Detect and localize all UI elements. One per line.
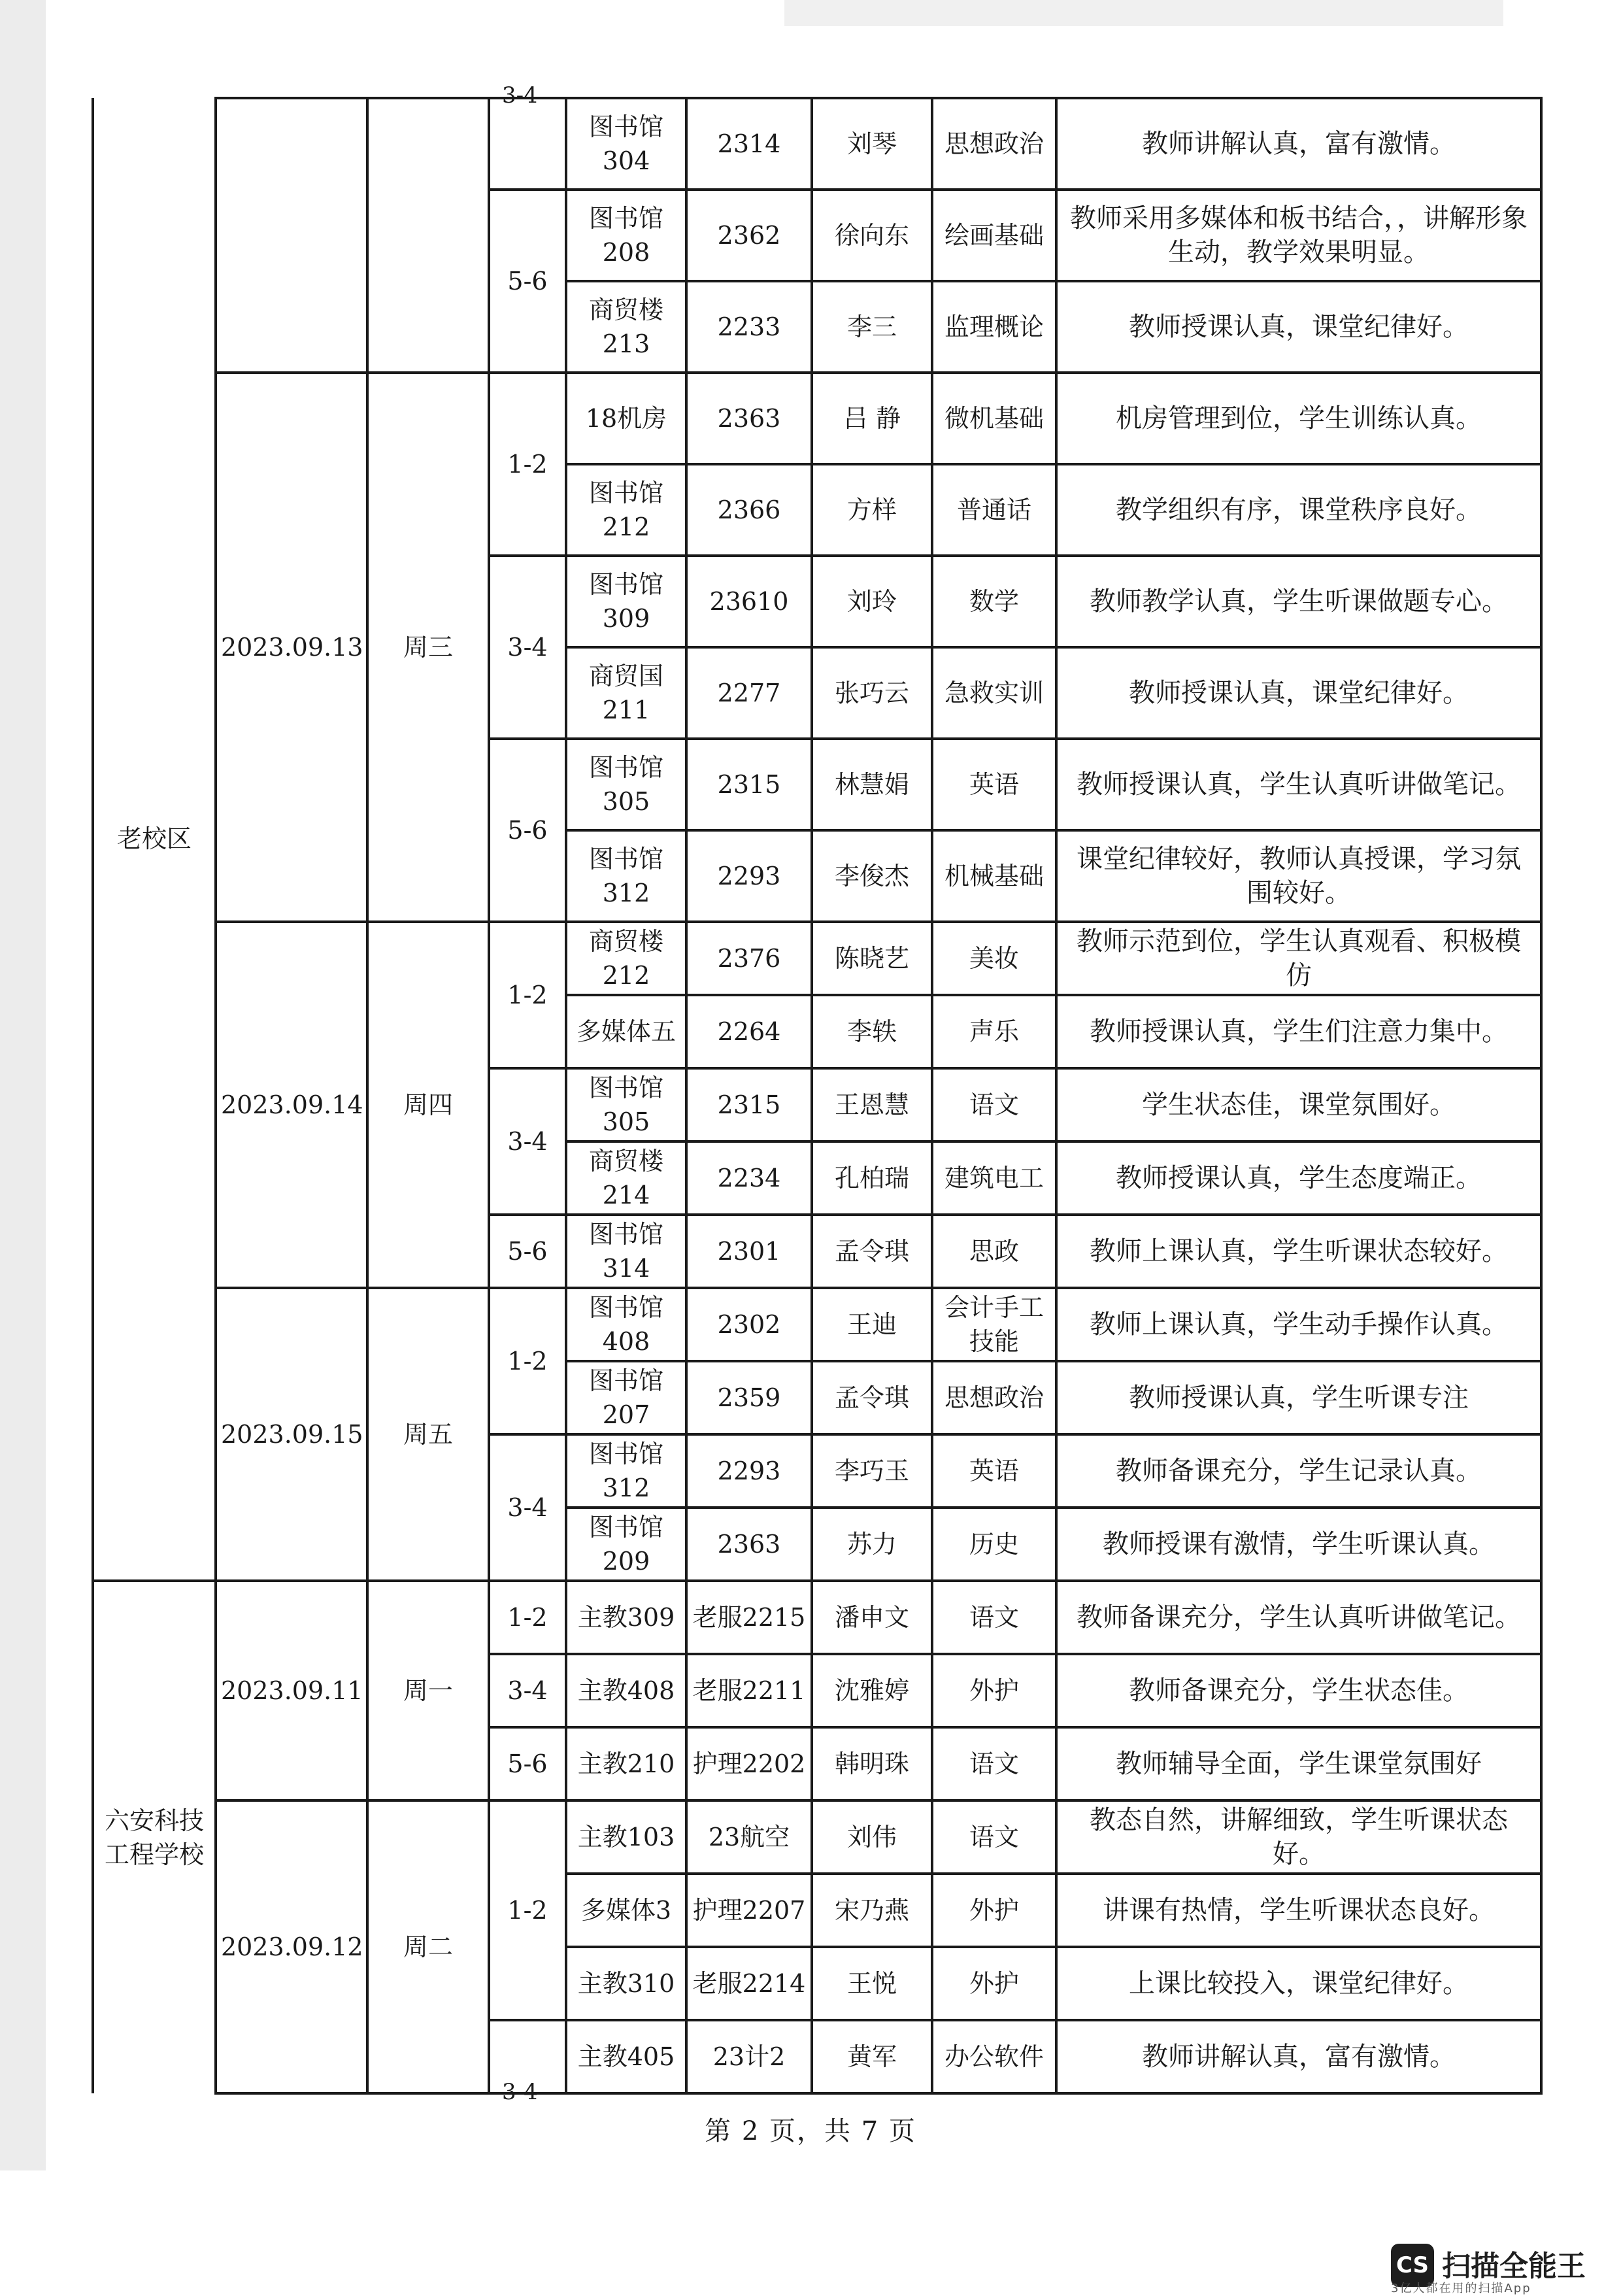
subject-cell: 监理概论	[932, 281, 1056, 373]
room-cell: 主教309	[566, 1581, 686, 1654]
class-cell: 2264	[686, 995, 812, 1068]
period-cell: 1-2	[489, 1581, 566, 1654]
class-cell: 2359	[686, 1361, 812, 1434]
teacher-cell: 李俊杰	[812, 830, 932, 922]
teacher-cell: 刘伟	[812, 1800, 932, 1874]
class-cell: 2363	[686, 373, 812, 464]
note-cell: 教师辅导全面，学生课堂氛围好	[1056, 1727, 1541, 1800]
period-cell: 3-4	[489, 556, 566, 739]
subject-cell: 外护	[932, 1947, 1056, 2020]
day-cell	[367, 98, 489, 373]
period-cell: 3-4	[489, 1068, 566, 1215]
class-cell: 2301	[686, 1215, 812, 1288]
teacher-cell: 宋乃燕	[812, 1874, 932, 1947]
note-cell: 教师授课认真，课堂纪律好。	[1056, 281, 1541, 373]
class-cell: 2366	[686, 464, 812, 556]
teacher-cell: 张巧云	[812, 647, 932, 739]
period-cell: 1-2	[489, 1800, 566, 2020]
room-cell: 主教408	[566, 1654, 686, 1727]
day-cell: 周一	[367, 1581, 489, 1800]
subject-cell: 外护	[932, 1874, 1056, 1947]
subject-cell: 语文	[932, 1800, 1056, 1874]
subject-cell: 英语	[932, 1434, 1056, 1508]
room-cell: 主教310	[566, 1947, 686, 2020]
subject-cell: 办公软件	[932, 2020, 1056, 2093]
note-cell: 教学组织有序，课堂秩序良好。	[1056, 464, 1541, 556]
note-cell: 教师授课认真，学生听课专注	[1056, 1361, 1541, 1434]
room-cell: 多媒体3	[566, 1874, 686, 1947]
teacher-cell: 苏力	[812, 1508, 932, 1581]
room-cell: 图书馆312	[566, 1434, 686, 1508]
scanner-logo-icon: CS	[1391, 2244, 1434, 2287]
date-cell: 2023.09.12	[216, 1800, 367, 2093]
room-cell: 商贸楼214	[566, 1141, 686, 1215]
period-cell: 1-2	[489, 922, 566, 1068]
page-number: 第 2 页，共 7 页	[705, 2116, 916, 2146]
period-cell: 1-2	[489, 1288, 566, 1434]
subject-cell: 英语	[932, 739, 1056, 830]
scan-margin-bottom	[0, 2170, 1621, 2294]
teacher-cell: 王恩慧	[812, 1068, 932, 1141]
room-cell: 商贸楼213	[566, 281, 686, 373]
room-cell: 多媒体五	[566, 995, 686, 1068]
subject-cell: 急救实训	[932, 647, 1056, 739]
room-cell: 主教103	[566, 1800, 686, 1874]
note-cell: 教师授课认真，课堂纪律好。	[1056, 647, 1541, 739]
teacher-cell: 吕 静	[812, 373, 932, 464]
subject-cell: 思政	[932, 1215, 1056, 1288]
period-cell	[489, 98, 566, 190]
note-cell: 教师讲解认真，富有激情。	[1056, 98, 1541, 190]
date-cell	[216, 98, 367, 373]
note-cell: 教师示范到位，学生认真观看、积极模仿	[1056, 922, 1541, 995]
room-cell: 主教210	[566, 1727, 686, 1800]
period-cell: 3-4	[489, 1434, 566, 1581]
teacher-cell: 陈晓艺	[812, 922, 932, 995]
day-cell: 周二	[367, 1800, 489, 2093]
scan-edge	[0, 0, 46, 2170]
subject-cell: 声乐	[932, 995, 1056, 1068]
class-cell: 2234	[686, 1141, 812, 1215]
period-cell: 5-6	[489, 739, 566, 922]
subject-cell: 微机基础	[932, 373, 1056, 464]
class-cell: 护理2202	[686, 1727, 812, 1800]
teacher-cell: 孟令琪	[812, 1215, 932, 1288]
room-cell: 图书馆207	[566, 1361, 686, 1434]
subject-cell: 语文	[932, 1581, 1056, 1654]
note-cell: 教师备课充分，学生记录认真。	[1056, 1434, 1541, 1508]
class-cell: 2315	[686, 739, 812, 830]
class-cell: 2293	[686, 830, 812, 922]
class-cell: 23航空	[686, 1800, 812, 1874]
note-cell: 教师讲解认真，富有激情。	[1056, 2020, 1541, 2093]
subject-cell: 数学	[932, 556, 1056, 647]
class-cell: 2293	[686, 1434, 812, 1508]
class-cell: 老服2215	[686, 1581, 812, 1654]
class-cell: 23计2	[686, 2020, 812, 2093]
day-cell: 周三	[367, 373, 489, 922]
class-cell: 2233	[686, 281, 812, 373]
scanner-watermark: 扫描全能王	[1442, 2250, 1586, 2283]
note-cell: 教师教学认真，学生听课做题专心。	[1056, 556, 1541, 647]
room-cell: 图书馆304	[566, 98, 686, 190]
period-cut-label-bottom: 3-4	[502, 2079, 538, 2105]
scan-top-strip	[784, 0, 1503, 26]
subject-cell: 美妆	[932, 922, 1056, 995]
period-cell: 5-6	[489, 1727, 566, 1800]
teacher-cell: 方样	[812, 464, 932, 556]
room-cell: 图书馆305	[566, 1068, 686, 1141]
subject-cell: 机械基础	[932, 830, 1056, 922]
note-cell: 教师授课有激情，学生听课认真。	[1056, 1508, 1541, 1581]
teacher-cell: 徐向东	[812, 190, 932, 281]
room-cell: 18机房	[566, 373, 686, 464]
scanner-watermark-sub: 3亿人都在用的扫描App	[1391, 2282, 1531, 2295]
table-row	[93, 1800, 1541, 1874]
campus-cell: 六安科技工程学校	[93, 1581, 216, 2093]
teacher-cell: 刘琴	[812, 98, 932, 190]
subject-cell: 思想政治	[932, 98, 1056, 190]
class-cell: 2315	[686, 1068, 812, 1141]
teacher-cell: 孔柏瑞	[812, 1141, 932, 1215]
table-row	[93, 1581, 1541, 1654]
room-cell: 主教405	[566, 2020, 686, 2093]
note-cell: 教师采用多媒体和板书结合，，讲解形象生动，教学效果明显。	[1056, 190, 1541, 281]
subject-cell: 外护	[932, 1654, 1056, 1727]
class-cell: 老服2211	[686, 1654, 812, 1727]
day-cell: 周四	[367, 922, 489, 1288]
subject-cell: 语文	[932, 1068, 1056, 1141]
note-cell: 教师授课认真，学生认真听讲做笔记。	[1056, 739, 1541, 830]
class-cell: 2302	[686, 1288, 812, 1361]
table-row	[93, 1288, 1541, 1361]
table-row	[93, 922, 1541, 995]
period-cell: 5-6	[489, 1215, 566, 1288]
day-cell: 周五	[367, 1288, 489, 1581]
room-cell: 商贸楼212	[566, 922, 686, 995]
table-row	[93, 98, 1541, 190]
teacher-cell: 潘申文	[812, 1581, 932, 1654]
note-cell: 教师上课认真，学生动手操作认真。	[1056, 1288, 1541, 1361]
room-cell: 图书馆314	[566, 1215, 686, 1288]
teacher-cell: 王悦	[812, 1947, 932, 2020]
teacher-cell: 沈雅婷	[812, 1654, 932, 1727]
note-cell: 机房管理到位，学生训练认真。	[1056, 373, 1541, 464]
teacher-cell: 黄军	[812, 2020, 932, 2093]
class-cell: 2376	[686, 922, 812, 995]
teacher-cell: 王迪	[812, 1288, 932, 1361]
class-cell: 老服2214	[686, 1947, 812, 2020]
inspection-table	[92, 97, 1543, 2095]
subject-cell: 绘画基础	[932, 190, 1056, 281]
subject-cell: 会计手工技能	[932, 1288, 1056, 1361]
note-cell: 学生状态佳，课堂氛围好。	[1056, 1068, 1541, 1141]
teacher-cell: 韩明珠	[812, 1727, 932, 1800]
subject-cell: 语文	[932, 1727, 1056, 1800]
note-cell: 上课比较投入，课堂纪律好。	[1056, 1947, 1541, 2020]
teacher-cell: 刘玲	[812, 556, 932, 647]
subject-cell: 普通话	[932, 464, 1056, 556]
teacher-cell: 李轶	[812, 995, 932, 1068]
teacher-cell: 李巧玉	[812, 1434, 932, 1508]
room-cell: 图书馆209	[566, 1508, 686, 1581]
date-cell: 2023.09.14	[216, 922, 367, 1288]
subject-cell: 历史	[932, 1508, 1056, 1581]
subject-cell: 建筑电工	[932, 1141, 1056, 1215]
class-cell: 2277	[686, 647, 812, 739]
date-cell: 2023.09.13	[216, 373, 367, 922]
class-cell: 23610	[686, 556, 812, 647]
note-cell: 讲课有热情，学生听课状态良好。	[1056, 1874, 1541, 1947]
teacher-cell: 林慧娟	[812, 739, 932, 830]
room-cell: 图书馆212	[566, 464, 686, 556]
subject-cell: 思想政治	[932, 1361, 1056, 1434]
date-cell: 2023.09.11	[216, 1581, 367, 1800]
room-cell: 图书馆305	[566, 739, 686, 830]
note-cell: 教师授课认真，学生态度端正。	[1056, 1141, 1541, 1215]
note-cell: 教师授课认真，学生们注意力集中。	[1056, 995, 1541, 1068]
class-cell: 2363	[686, 1508, 812, 1581]
period-cut-label-top: 3-4	[502, 82, 538, 109]
campus-cell: 老校区	[93, 98, 216, 1581]
note-cell: 教师上课认真，学生听课状态较好。	[1056, 1215, 1541, 1288]
class-cell: 2314	[686, 98, 812, 190]
room-cell: 图书馆208	[566, 190, 686, 281]
teacher-cell: 孟令琪	[812, 1361, 932, 1434]
period-cell: 1-2	[489, 373, 566, 556]
room-cell: 图书馆309	[566, 556, 686, 647]
note-cell: 教态自然，讲解细致，学生听课状态好。	[1056, 1800, 1541, 1874]
note-cell: 教师备课充分，学生状态佳。	[1056, 1654, 1541, 1727]
room-cell: 商贸国211	[566, 647, 686, 739]
period-cell: 5-6	[489, 190, 566, 373]
date-cell: 2023.09.15	[216, 1288, 367, 1581]
room-cell: 图书馆312	[566, 830, 686, 922]
table-row	[93, 373, 1541, 464]
teacher-cell: 李三	[812, 281, 932, 373]
room-cell: 图书馆408	[566, 1288, 686, 1361]
note-cell: 教师备课充分，学生认真听讲做笔记。	[1056, 1581, 1541, 1654]
note-cell: 课堂纪律较好，教师认真授课，学习氛围较好。	[1056, 830, 1541, 922]
class-cell: 2362	[686, 190, 812, 281]
period-cell: 3-4	[489, 1654, 566, 1727]
class-cell: 护理2207	[686, 1874, 812, 1947]
